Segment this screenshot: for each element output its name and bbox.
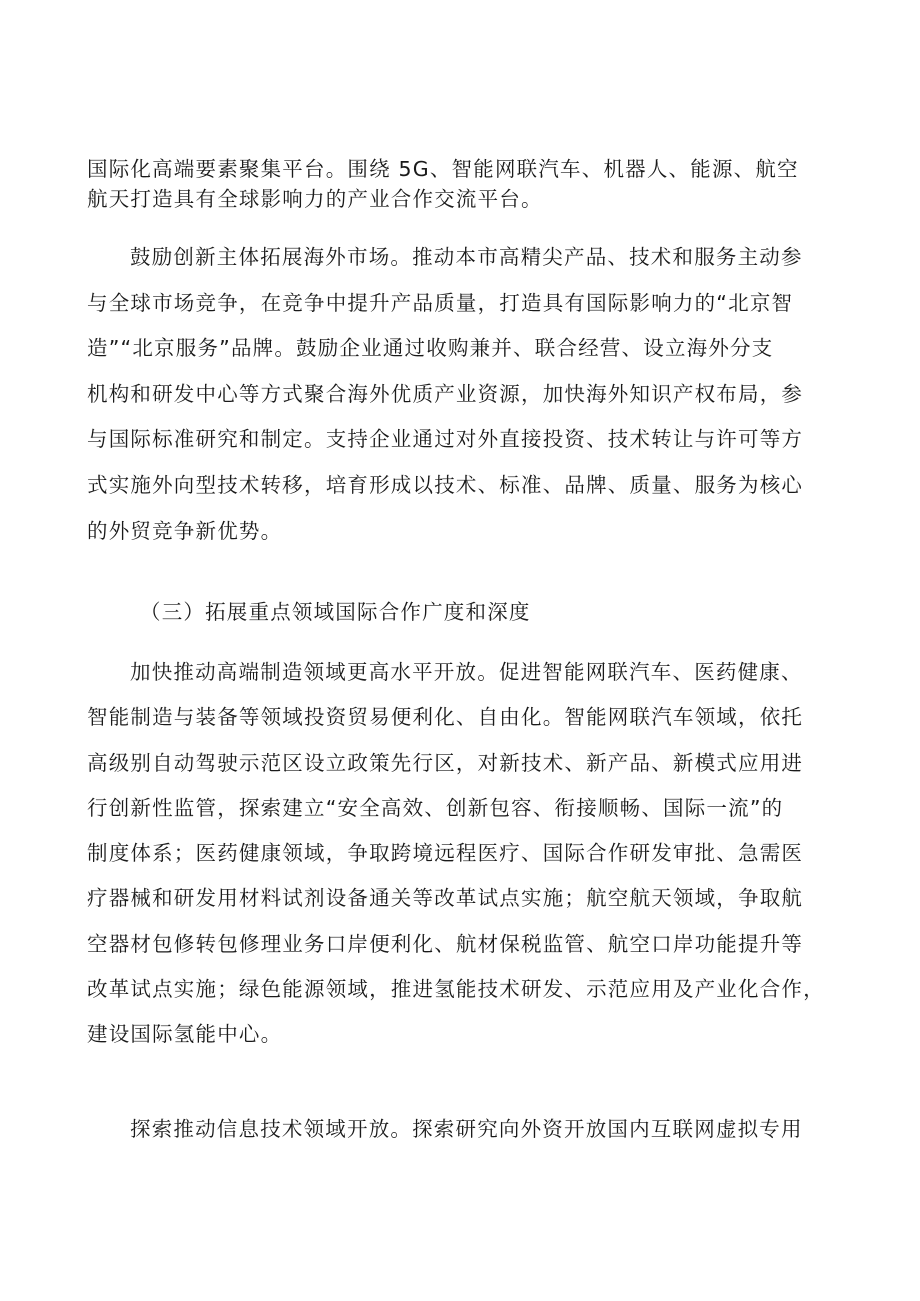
paragraph-information-technology bbox=[87, 1114, 847, 1144]
paragraph-continuation bbox=[87, 154, 847, 214]
text-line: 与全球市场竞争，在竞争中提升产品质量，打造具有国际影响力的“北京智 bbox=[87, 290, 794, 315]
paragraph-high-end-manufacturing bbox=[87, 650, 847, 1058]
text-line: 疗器械和研发用材料试剂设备通关等改革试点实施；航空航天领域，争取航 bbox=[87, 886, 804, 911]
text-line: 空器材包修转包修理业务口岸便利化、航材保税监管、航空口岸功能提升等 bbox=[87, 931, 804, 956]
text-line: 行创新性监管，探索建立“安全高效、创新包容、衔接顺畅、国际一流”的 bbox=[87, 795, 784, 820]
text-line: 机构和研发中心等方式聚合海外优质产业资源，加快海外知识产权布局，参 bbox=[87, 381, 804, 406]
text-line: 制度体系；医药健康领域，争取跨境远程医疗、国际合作研发审批、急需医 bbox=[87, 841, 804, 866]
text-line: 加快推动高端制造领域更高水平开放。促进智能网联汽车、医药健康、 bbox=[130, 660, 803, 684]
text-line: 国际化高端要素聚集平台。围绕 5G、智能网联汽车、机器人、能源、航空 bbox=[87, 157, 799, 181]
text-line: 航天打造具有全球影响力的产业合作交流平台。 bbox=[87, 187, 543, 211]
text-line: 智能制造与装备等领域投资贸易便利化、自由化。智能网联汽车领域，依托 bbox=[87, 705, 804, 730]
text-line: 造”“北京服务”品牌。鼓励企业通过收购兼并、联合经营、设立海外分支 bbox=[87, 336, 774, 361]
text-line: 与国际标准研究和制定。支持企业通过对外直接投资、技术转让与许可等方 bbox=[87, 427, 804, 452]
section-heading bbox=[140, 597, 900, 627]
paragraph-overseas-market bbox=[87, 235, 847, 554]
text-line: 式实施外向型技术转移，培育形成以技术、标准、品牌、质量、服务为核心 bbox=[87, 472, 804, 497]
text-line: 鼓励创新主体拓展海外市场。推动本市高精尖产品、技术和服务主动参 bbox=[130, 245, 803, 269]
text-line: 改革试点实施；绿色能源领域，推进氢能技术研发、示范应用及产业化合作， bbox=[87, 977, 825, 1002]
text-line: 建设国际氢能中心。 bbox=[87, 1022, 283, 1047]
text-line: 探索推动信息技术领域开放。探索研究向外资开放国内互联网虚拟专用 bbox=[130, 1117, 803, 1141]
text-line: 高级别自动驾驶示范区设立政策先行区，对新技术、新产品、新模式应用进 bbox=[87, 750, 804, 775]
text-line: 的外贸竞争新优势。 bbox=[87, 518, 283, 543]
section-heading-text: （三）拓展重点领域国际合作广度和深度 bbox=[140, 600, 531, 624]
